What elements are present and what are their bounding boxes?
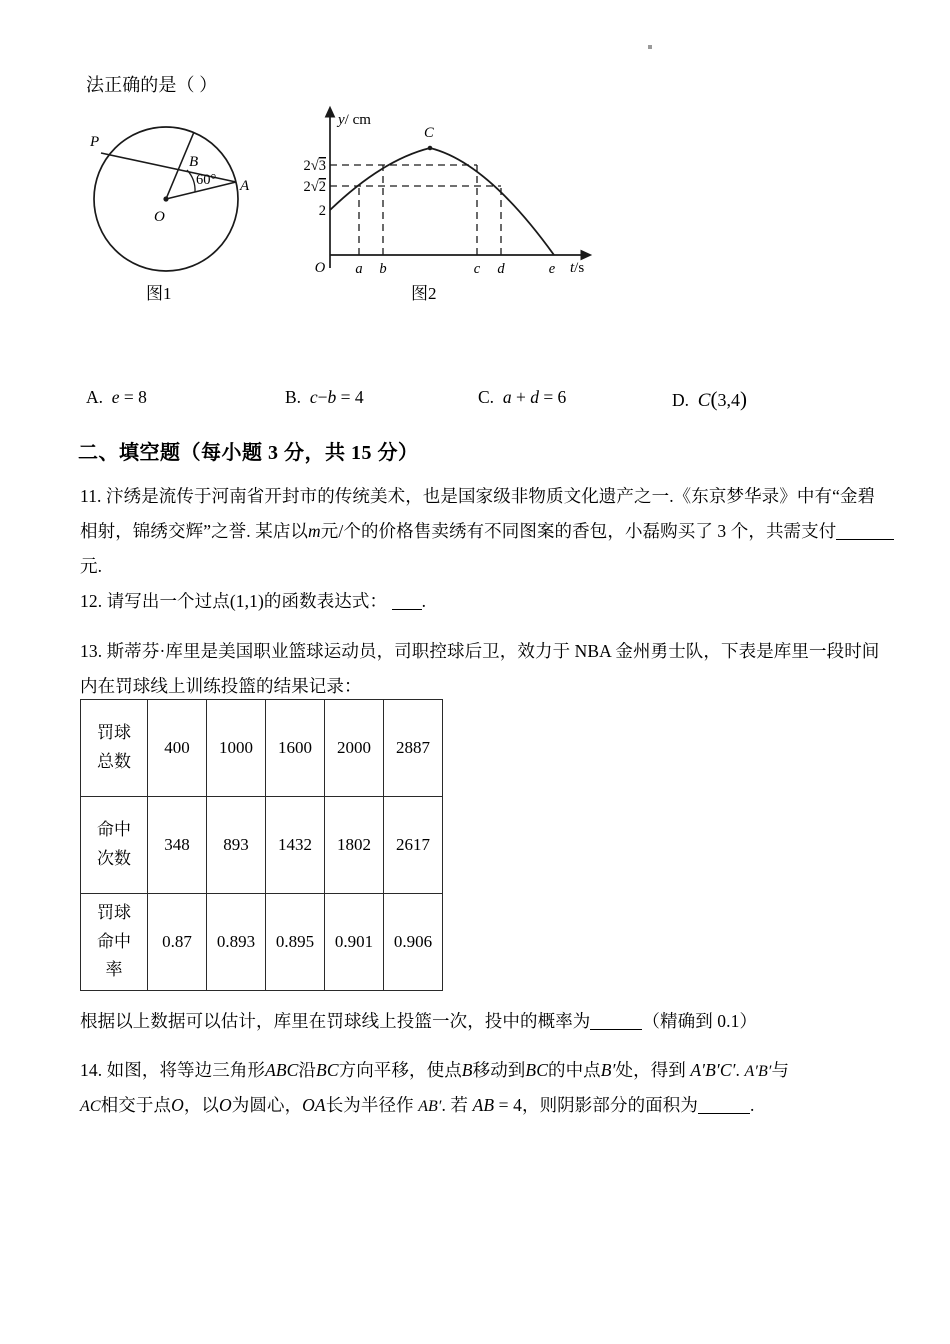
fig2-xtick-d: d: [497, 261, 505, 277]
q14-seg-m2: ，则阴影部分的面积为: [521, 1095, 698, 1115]
q11-l2-pre: 相射，锦绣交辉”之誉. 某店以: [80, 521, 309, 541]
cell-total-5: 2887: [384, 700, 443, 797]
q14-seg-h2: 长为半径作: [325, 1095, 414, 1115]
cell-rate-5: 0.906: [384, 894, 443, 991]
q11-l2-post: 元/个的价格售卖绣有不同图案的香包，小磊购买了 3 个，共需支付: [320, 521, 837, 541]
free-throw-stats-table: [80, 699, 443, 991]
figure-1-circle: [84, 104, 274, 284]
row-header-total-attempts: [81, 700, 148, 797]
fig1-label-B: B: [189, 154, 199, 170]
q14-seg-b2: 相交于点: [100, 1095, 172, 1115]
q14-tri-abcprime: A′B′C′: [690, 1060, 736, 1080]
q14-seg-a: 14. 如图，将等边三角形: [80, 1060, 266, 1080]
fig2-origin-label: O: [314, 260, 326, 276]
option-c[interactable]: C. a + d = 6: [478, 387, 567, 407]
q14-seg-k: 处，得到: [615, 1060, 686, 1080]
cell-total-2: 1000: [207, 700, 266, 797]
q14-seg-m: .: [735, 1060, 741, 1080]
cell-made-1: 348: [148, 797, 207, 894]
fig1-label-A: A: [240, 178, 250, 194]
question-11-line-2: [80, 518, 894, 544]
q14-seg-c: 沿: [298, 1060, 317, 1080]
q14-point-o2: O: [219, 1095, 232, 1115]
cell-total-1: 400: [148, 700, 207, 797]
option-b[interactable]: B. c−b = 4: [285, 387, 364, 407]
fig2-ylabel: y/ cm: [338, 112, 371, 128]
q14-arc-abprime: AB′: [418, 1098, 442, 1115]
cell-rate-4: 0.901: [325, 894, 384, 991]
q13-tail-pre: 根据以上数据可以估计，库里在罚球线上投篮一次，投中的概率为: [80, 1011, 591, 1031]
table-row: [81, 797, 443, 894]
figure-2-parabola: [282, 100, 602, 285]
cell-made-4: 1802: [325, 797, 384, 894]
q14-seg-o: 与: [771, 1060, 790, 1080]
option-d[interactable]: D. C(3,4): [672, 387, 747, 411]
question-stem-tail: 法正确的是（ ）: [86, 75, 218, 95]
fig2-ytick-2sqrt2: 2√2: [303, 179, 326, 195]
row-header-made-count: [81, 797, 148, 894]
row-header-line-3: 率: [105, 960, 123, 980]
cell-rate-2: 0.893: [207, 894, 266, 991]
row-header-line-2: 命中: [97, 931, 131, 951]
q12-pre: 12. 请写出一个过点: [80, 591, 230, 611]
q14-seg-d2: ，以: [183, 1095, 220, 1115]
cell-total-4: 2000: [325, 700, 384, 797]
q11-answer-blank[interactable]: [836, 522, 894, 541]
fig2-ytick-2: 2: [318, 203, 326, 219]
question-13-line-1: 13. 斯蒂芬·库里是美国职业篮球运动员，司职控球后卫，效力于 NBA 金州勇士队，下表是库里一段时间: [80, 641, 880, 661]
figure-1-caption: 图1: [146, 284, 172, 303]
q12-tail: .: [421, 591, 427, 611]
cell-made-2: 893: [207, 797, 266, 894]
answer-options-row: [0, 387, 950, 417]
fig2-xlabel: t/s: [570, 260, 585, 276]
q14-seg-l2: = 4: [498, 1095, 522, 1115]
cell-made-5: 2617: [384, 797, 443, 894]
q12-point: (1,1): [229, 591, 264, 611]
q14-seg-i: 的中点: [547, 1060, 601, 1080]
q14-point-o: O: [171, 1095, 184, 1115]
question-11-line-3: 元.: [80, 556, 103, 576]
row-header-line-2: 总数: [97, 752, 131, 771]
figure-2-caption: 图2: [411, 284, 437, 303]
q14-seg-n2: .: [749, 1095, 755, 1115]
option-a[interactable]: A. e = 8: [86, 387, 147, 407]
q14-seg-ac: AC: [80, 1098, 101, 1115]
table-row: [81, 700, 443, 797]
fig2-xtick-c: c: [473, 261, 481, 277]
cell-total-3: 1600: [266, 700, 325, 797]
q14-seg-e: 方向平移，使点: [338, 1060, 462, 1080]
question-14-line-1: [80, 1057, 789, 1084]
q14-seg-f2: 为圆心，: [231, 1095, 303, 1115]
q11-var-m: m: [308, 521, 321, 541]
q12-post: 的函数表达式：: [263, 591, 388, 611]
q13-tail-post: （精确到 0.1）: [642, 1011, 758, 1031]
q14-tri-abc: ABC: [265, 1060, 299, 1080]
row-header-make-rate: [81, 894, 148, 991]
q14-seg-oa: OA: [302, 1095, 326, 1115]
row-header-line-1: 命中: [97, 820, 131, 840]
q14-seg-j2: . 若: [441, 1095, 469, 1115]
row-header-line-1: 罚球: [97, 723, 131, 743]
question-12: [80, 588, 426, 614]
question-14-line-2: [80, 1092, 754, 1119]
fig1-label-O: O: [154, 209, 165, 225]
q14-point-b: B: [461, 1060, 473, 1080]
q14-answer-blank[interactable]: [698, 1096, 750, 1115]
cell-made-3: 1432: [266, 797, 325, 894]
fig2-xtick-b: b: [379, 261, 387, 277]
fig2-label-C: C: [424, 125, 434, 141]
fig2-xtick-e: e: [548, 261, 556, 277]
row-header-line-2: 次数: [97, 849, 131, 868]
q14-seg-abprime: A′B′: [744, 1063, 772, 1080]
q12-answer-blank[interactable]: [392, 592, 422, 611]
table-row: [81, 894, 443, 991]
fig2-ytick-2sqrt3: 2√3: [303, 158, 326, 174]
fig1-label-P: P: [90, 134, 100, 150]
cell-rate-1: 0.87: [148, 894, 207, 991]
q14-seg-bc: BC: [316, 1060, 339, 1080]
q13-answer-blank[interactable]: [590, 1012, 642, 1031]
fig1-angle-label: 60°: [196, 172, 217, 188]
q14-seg-g: 移动到: [472, 1060, 526, 1080]
section-heading-fill-blank: 二、填空题（每小题 3 分，共 15 分）: [78, 442, 419, 464]
q14-point-bprime: B′: [600, 1060, 616, 1080]
row-header-line-1: 罚球: [97, 902, 131, 922]
question-13-tail: [80, 1008, 757, 1034]
fig2-xtick-a: a: [355, 261, 363, 277]
q14-seg-ab: AB: [472, 1095, 495, 1115]
q14-seg-bc2: BC: [525, 1060, 548, 1080]
question-13-line-2: 内在罚球线上训练投篮的结果记录：: [80, 676, 362, 696]
cell-rate-3: 0.895: [266, 894, 325, 991]
scan-speck: [648, 45, 652, 49]
question-11-line-1: 11. 汴绣是流传于河南省开封市的传统美术，也是国家级非物质文化遗产之一.《东京梦华录》中有“金碧: [80, 486, 876, 506]
